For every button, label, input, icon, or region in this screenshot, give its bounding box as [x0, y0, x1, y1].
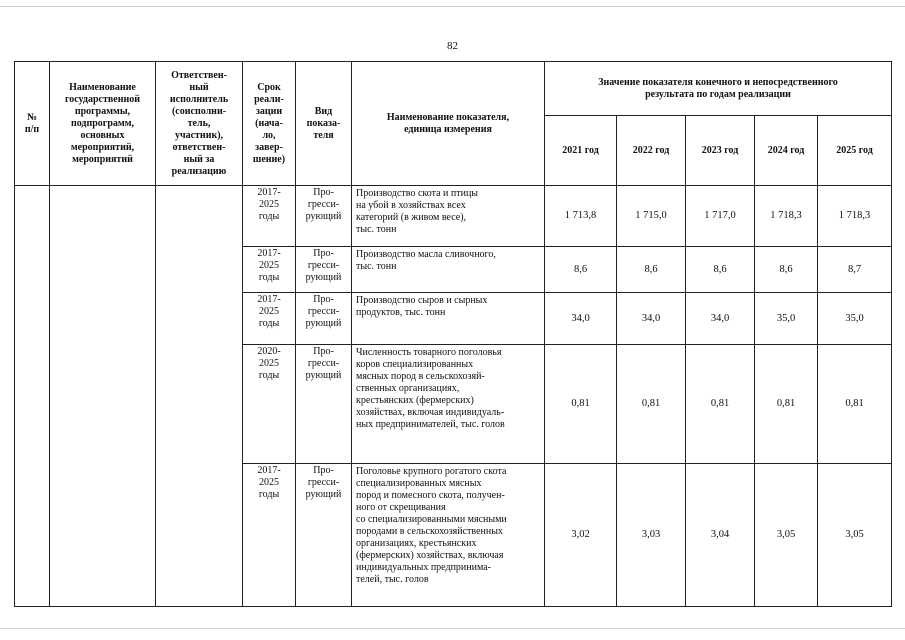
indicators-table: [14, 61, 892, 607]
cell-term: 2017- 2025 годы: [243, 464, 296, 607]
cell-value-2021: 3,02: [545, 464, 617, 607]
cell-value-2021: 1 713,8: [545, 186, 617, 247]
cell-kind: Про- гресси- рующий: [296, 293, 352, 345]
cell-value-2025: 0,81: [818, 345, 892, 464]
cell-responsible-empty: [156, 186, 243, 607]
col-header-responsible: Ответствен- ный исполнитель (соисполни- тель, участник), ответствен- ный за реализацию: [156, 62, 243, 186]
cell-value-2023: 1 717,0: [686, 186, 755, 247]
cell-value-2025: 8,7: [818, 247, 892, 293]
col-header-values-group: Значение показателя конечного и непосредственного результата по годам реализации: [545, 62, 892, 116]
col-header-year-2023: 2023 год: [686, 116, 755, 186]
cell-term: 2020- 2025 годы: [243, 345, 296, 464]
col-header-year-2025: 2025 год: [818, 116, 892, 186]
cell-value-2022: 34,0: [617, 293, 686, 345]
cell-value-2024: 35,0: [755, 293, 818, 345]
cell-term: 2017- 2025 годы: [243, 293, 296, 345]
col-header-kind: Вид показа- теля: [296, 62, 352, 186]
cell-indicator: Численность товарного поголовья коров специализированных мясных пород в сельскохозяй- ственных организациях, крестьянских (фермерских) хозяйствах, включая индивидуаль- ных предпринимателей, тыс. голов: [352, 345, 545, 464]
col-header-year-2024: 2024 год: [755, 116, 818, 186]
cell-indicator: Поголовье крупного рогатого скота специализированных мясных пород и помесного скота, получен- ного от скрещивания со специализированными мясными породами в сельскохозяйственных организациях, крестьянских (фермерских) хозяйствах, включая индивидуальных предпринима- телей, тыс. голов: [352, 464, 545, 607]
col-header-term: Срок реали- зации (нача- ло, завер- шение): [243, 62, 296, 186]
cell-value-2021: 34,0: [545, 293, 617, 345]
cell-value-2021: 0,81: [545, 345, 617, 464]
table-row: [15, 186, 892, 247]
cell-value-2023: 34,0: [686, 293, 755, 345]
page-number: 82: [447, 40, 458, 52]
cell-value-2021: 8,6: [545, 247, 617, 293]
cell-kind: Про- гресси- рующий: [296, 247, 352, 293]
cell-value-2023: 0,81: [686, 345, 755, 464]
cell-value-2023: 3,04: [686, 464, 755, 607]
cell-kind: Про- гресси- рующий: [296, 186, 352, 247]
cell-num-empty: [15, 186, 50, 607]
cell-kind: Про- гресси- рующий: [296, 345, 352, 464]
cell-term: 2017- 2025 годы: [243, 247, 296, 293]
col-header-program-name: Наименование государственной программы, подпрограмм, основных мероприятий, мероприятий: [50, 62, 156, 186]
cell-value-2025: 1 718,3: [818, 186, 892, 247]
cell-value-2023: 8,6: [686, 247, 755, 293]
cell-term: 2017- 2025 годы: [243, 186, 296, 247]
cell-value-2022: 0,81: [617, 345, 686, 464]
cell-value-2024: 8,6: [755, 247, 818, 293]
cell-indicator: Производство скота и птицы на убой в хозяйствах всех категорий (в живом весе), тыс. тонн: [352, 186, 545, 247]
col-header-indicator: Наименование показателя, единица измерения: [352, 62, 545, 186]
cell-value-2022: 8,6: [617, 247, 686, 293]
col-header-year-2021: 2021 год: [545, 116, 617, 186]
scan-edge-top: [0, 6, 905, 7]
cell-value-2022: 1 715,0: [617, 186, 686, 247]
cell-value-2025: 35,0: [818, 293, 892, 345]
cell-value-2024: 3,05: [755, 464, 818, 607]
cell-indicator: Производство сыров и сырных продуктов, тыс. тонн: [352, 293, 545, 345]
col-header-year-2022: 2022 год: [617, 116, 686, 186]
cell-kind: Про- гресси- рующий: [296, 464, 352, 607]
scan-edge-bottom: [0, 628, 905, 629]
cell-value-2025: 3,05: [818, 464, 892, 607]
cell-value-2024: 0,81: [755, 345, 818, 464]
col-header-num: № п/п: [15, 62, 50, 186]
cell-indicator: Производство масла сливочного, тыс. тонн: [352, 247, 545, 293]
cell-value-2022: 3,03: [617, 464, 686, 607]
cell-value-2024: 1 718,3: [755, 186, 818, 247]
cell-program-empty: [50, 186, 156, 607]
